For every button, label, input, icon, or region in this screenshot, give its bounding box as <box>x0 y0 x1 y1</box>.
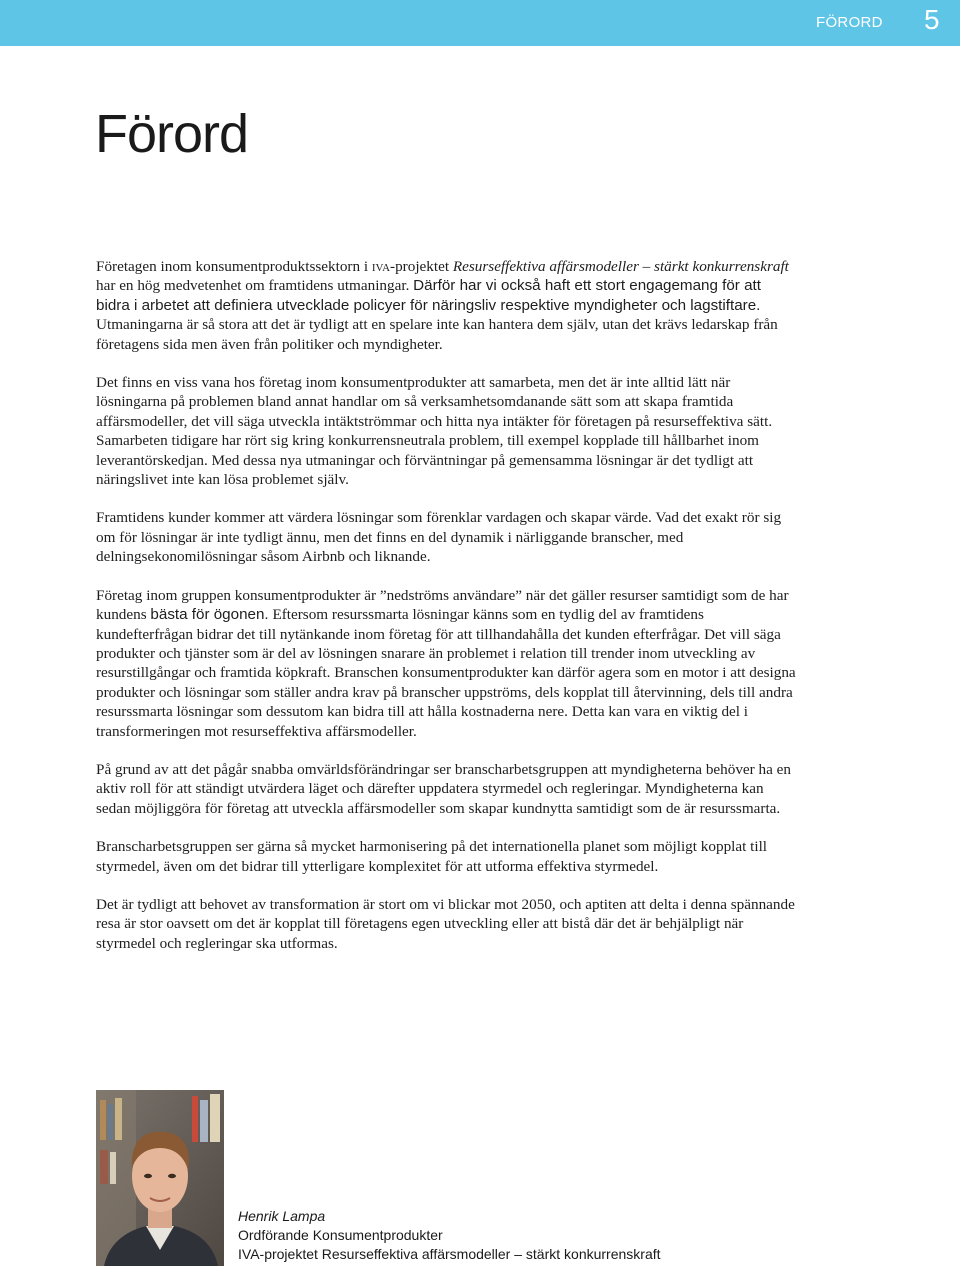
text-run: bästa för ögonen. <box>150 606 269 624</box>
signer-role: Ordförande Konsumentprodukter <box>238 1227 443 1243</box>
paragraph-1 <box>96 257 796 354</box>
section-label: FÖRORD <box>816 14 883 31</box>
text-run: Utmaningarna är så stora att det är tydligt att en spelare inte kan hantera dem själv, utan det krävs ledarskap från företagens sida men även från politiker och myndigheter. <box>96 316 778 353</box>
iva-abbreviation: iva <box>371 258 391 275</box>
paragraph-7: Det är tydligt att behovet av transformation är stort om vi blickar mot 2050, och aptiten att delta i denna spännande resa är stor oavsett om det är kopplat till företagens egen utveckling eller att bistå där det är behjälpligt när styrmedel och regleringar ska utformas. <box>96 895 795 952</box>
page-number: 5 <box>924 4 940 35</box>
paragraph-3: Framtidens kunder kommer att värdera lösningar som förenklar vardagen och skapar värde. Vad det exakt rör sig om för lösningar är inte tydligt ännu, men det finns en del dynamik i närliggande branscher, med delningsekonomilösningar såsom Airbnb och liknande. <box>96 509 782 566</box>
paragraph-4 <box>96 586 796 741</box>
text-run: har en hög medvetenhet om framtidens utmaningar. <box>96 277 414 295</box>
signature-caption <box>238 1207 661 1264</box>
signer-project: IVA-projektet Resurseffektiva affärsmodeller – stärkt konkurrenskraft <box>238 1246 661 1262</box>
page-title: Förord <box>95 104 249 164</box>
text-run: Därför har vi också haft ett stort engagemang för att bidra i arbetet att definiera utvecklade policyer för näringsliv respektive myndigheter och lagstiftare. <box>96 277 761 314</box>
paragraph-2: Det finns en viss vana hos företag inom konsumentprodukter att samarbeta, men det är inte alltid lätt när lösningarna på problemen bland annat handlar om så verksamhetsomdanande sätt som att skapa framtida affärsmodeller, det vill säga utveckla intäktströmmar och hitta nya intäkter för företagen på resurseffektiva sätt. Samarbeten tidigare har rört sig kring konkurrensneutrala problem, till exempel kopplade till hållbarhet inom leverantörskedjan. Med dessa nya utmaningar och förväntningar på gemensamma lösningar är det tydligt att näringslivet inte kan lösa problemet själv. <box>96 374 773 489</box>
project-name: Resurseffektiva affärsmodeller – stärkt konkurrenskraft <box>452 258 789 275</box>
text-run: Eftersom resurssmarta lösningar känns som en tydlig del av framtidens kundefterfrågan bidrar det till nytänkande inom företag för att tillhandahålla det kunden efterfrågar. Det vill säga produkter och tjänster som är del av lösningen snarare än problemet i relation till trender inom utveckling av resurstillgångar och framtida köpkraft. Branschen konsumentprodukter kan därför agera som en motor i att designa produkter och lösningar som ställer andra krav på branscher uppströms, dels kopplat till återvinning, dels till andra resurssmarta lösningar som dessutom kan bidra till att hålla kostnaderna nere. Detta kan vara en viktig del i transformeringen mot resurseffektiva affärsmodeller. <box>96 606 796 740</box>
body-text <box>96 257 796 972</box>
header-bar <box>0 0 960 46</box>
text-run: -projektet <box>390 258 453 275</box>
text-run: Företag inom gruppen konsumentprodukter är ”nedströms användare” när det gäller resurser samtidigt som de har kundens <box>96 586 789 624</box>
paragraph-5: På grund av att det pågår snabba omvärldsförändringar ser branscharbetsgruppen att myndigheterna behöver ha en aktiv roll för att ständigt utvärdera läget och därefter uppdatera styrmedel och regleringar. Myndigheterna kan sedan möjliggöra för företag att utveckla affärsmodeller som skapar kundnytta samtidigt som de är resurssmarta. <box>96 760 791 817</box>
signer-name: Henrik Lampa <box>238 1208 326 1224</box>
portrait-photo <box>96 1090 224 1266</box>
paragraph-6: Branscharbetsgruppen ser gärna så mycket harmonisering på det internationella planet som möjligt kopplat till styrmedel, även om det bidrar till ytterligare komplexitet för att utforma effektiva styrmedel. <box>96 838 768 875</box>
text-run: Företagen inom konsumentproduktssektorn i <box>96 258 372 275</box>
